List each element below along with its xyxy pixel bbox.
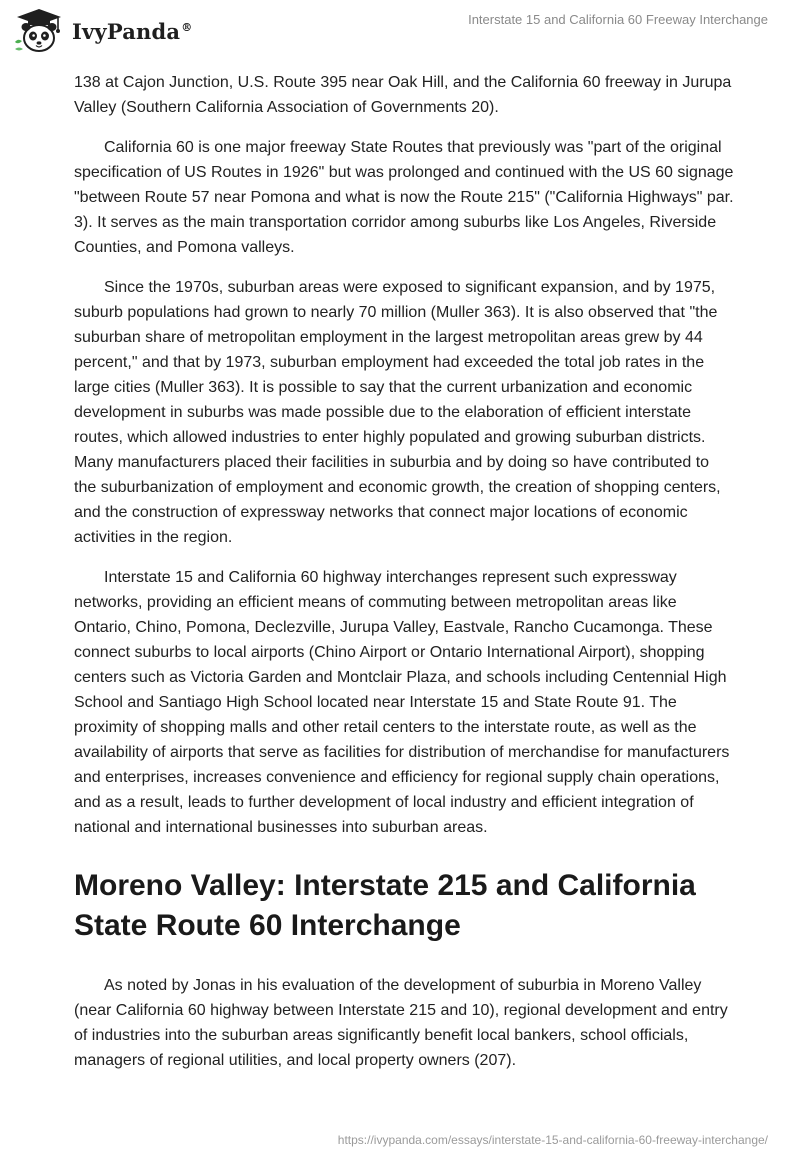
paragraph-moreno-valley: As noted by Jonas in his evaluation of the development of suburbia in Moreno Valley (near California 60 highway between Interstate 215 and 10), regional development and entry of industries into the suburban areas significantly benefit local bankers, school officials, managers of regional utilities, and local property owners (207).: [74, 977, 728, 1069]
paragraph-suburban-expansion: Since the 1970s, suburban areas were exposed to significant expansion, and by 1975, suburb populations had grown to nearly 70 million (Muller 363). It is also observed that "the suburban share of metropolitan employment in the largest metropolitan areas grew by 44 percent," and that by 1973, suburban employment had exceeded the total job rates in the large cities (Muller 363). It is possible to say that the current urbanization and economic development in suburbs was made possible due to the elaboration of efficient interstate routes, which allowed industries to enter highly populated and growing suburban districts. Many manufacturers placed their facilities in suburbia and by doing so have contributed to the suburbanization of employment and economic growth, the creation of shopping centers, and the construction of expressway networks that connect major locations of economic activities in the region.: [74, 279, 721, 546]
registered-mark: ®: [181, 20, 193, 34]
page-url[interactable]: https://ivypanda.com/essays/interstate-15-and-california-60-freeway-interchange/: [337, 1133, 768, 1147]
section-heading: Moreno Valley: Interstate 215 and California State Route 60 Interchange: [74, 869, 696, 942]
panda-graduate-icon: [12, 8, 66, 54]
document-title: Interstate 15 and California 60 Freeway Interchange: [468, 12, 768, 27]
paragraph-california-60: California 60 is one major freeway State Routes that previously was "part of the original specification of US Routes in 1926" but was prolonged and continued with the US 60 signage "between Route 57 near Pomona and what is now the Route 215" ("California Highways" par. 3). It serves as the main transportation corridor among suburbs like Los Angeles, Riverside Counties, and Pomona valleys.: [74, 139, 734, 256]
paragraph-highway-interchanges: Interstate 15 and California 60 highway interchanges represent such expressway networks, providing an efficient means of commuting between metropolitan areas like Ontario, Chino, Pomona, Declezville, Jurupa Valley, Eastvale, Rancho Cucamonga. These connect suburbs to local airports (Chino Airport or Ontario International Airport), shopping centers such as Victoria Garden and Montclair Plaza, and schools including Centennial High School and Santiago High School located near Interstate 15 and State Route 91. The proximity of shopping malls and other retail centers to the interstate route, as well as the availability of airports that serve as facilities for distribution of merchandise for manufacturers and enterprises, increases convenience and efficiency for regional supply chain operations, and as a result, leads to further development of local industry and efficient integration of national and international businesses into suburban areas.: [74, 569, 730, 836]
page-header: [0, 0, 800, 60]
paragraph-continued: 138 at Cajon Junction, U.S. Route 395 near Oak Hill, and the California 60 freeway in Jurupa Valley (Southern California Association of Governments 20).: [74, 74, 732, 116]
essay-body: [74, 70, 734, 1088]
brand-name: IvyPanda®: [72, 18, 193, 44]
ivypanda-logo[interactable]: [12, 8, 192, 54]
